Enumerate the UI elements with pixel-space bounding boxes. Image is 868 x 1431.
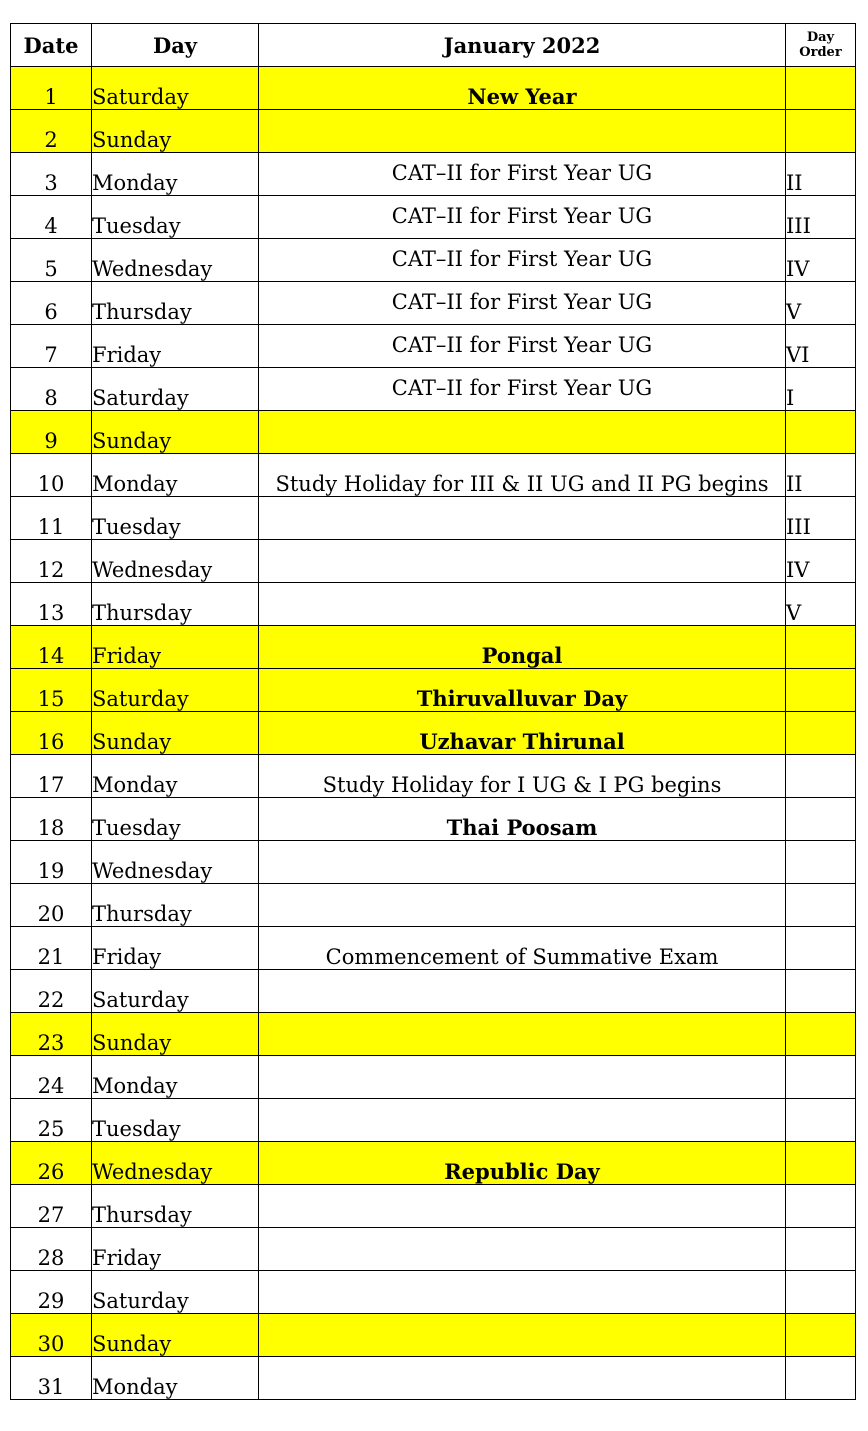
day-order-cell [786, 884, 856, 927]
day-column-header: Day [92, 24, 259, 67]
day-cell: Friday [92, 1228, 259, 1271]
calendar-page [10, 23, 856, 1400]
event-cell [259, 540, 786, 583]
day-cell: Tuesday [92, 497, 259, 540]
day-cell: Monday [92, 1357, 259, 1400]
event-cell [259, 1228, 786, 1271]
date-cell: 15 [11, 669, 92, 712]
date-cell: 13 [11, 583, 92, 626]
date-cell: 31 [11, 1357, 92, 1400]
event-cell: CAT–II for First Year UG [259, 282, 786, 325]
event-cell: Study Holiday for III & II UG and II PG begins [259, 454, 786, 497]
date-cell: 29 [11, 1271, 92, 1314]
date-cell: 14 [11, 626, 92, 669]
calendar-row [11, 325, 856, 368]
event-cell [259, 970, 786, 1013]
calendar-row [11, 927, 856, 970]
date-cell: 24 [11, 1056, 92, 1099]
calendar-row [11, 368, 856, 411]
date-cell: 3 [11, 153, 92, 196]
calendar-row [11, 497, 856, 540]
calendar-row [11, 454, 856, 497]
day-order-cell [786, 755, 856, 798]
calendar-row [11, 669, 856, 712]
date-cell: 22 [11, 970, 92, 1013]
calendar-row [11, 540, 856, 583]
day-cell: Thursday [92, 282, 259, 325]
day-cell: Thursday [92, 884, 259, 927]
event-cell [259, 884, 786, 927]
day-cell: Sunday [92, 1314, 259, 1357]
event-cell: CAT–II for First Year UG [259, 196, 786, 239]
calendar-row [11, 712, 856, 755]
date-cell: 19 [11, 841, 92, 884]
calendar-row [11, 1099, 856, 1142]
day-order-cell: I [786, 368, 856, 411]
date-cell: 16 [11, 712, 92, 755]
day-order-cell [786, 798, 856, 841]
event-cell [259, 110, 786, 153]
event-cell: Thai Poosam [259, 798, 786, 841]
event-cell [259, 1185, 786, 1228]
day-order-cell [786, 927, 856, 970]
day-order-cell [786, 626, 856, 669]
event-cell: New Year [259, 67, 786, 110]
date-cell: 4 [11, 196, 92, 239]
day-cell: Wednesday [92, 239, 259, 282]
day-order-cell: III [786, 497, 856, 540]
day-order-cell [786, 1314, 856, 1357]
day-order-cell [786, 841, 856, 884]
date-cell: 12 [11, 540, 92, 583]
day-order-cell: V [786, 583, 856, 626]
calendar-row [11, 1142, 856, 1185]
date-cell: 30 [11, 1314, 92, 1357]
date-cell: 9 [11, 411, 92, 454]
event-cell [259, 841, 786, 884]
day-order-cell [786, 1185, 856, 1228]
event-cell [259, 1099, 786, 1142]
day-cell: Monday [92, 755, 259, 798]
day-order-cell [786, 411, 856, 454]
day-order-cell [786, 1271, 856, 1314]
day-order-cell [786, 1142, 856, 1185]
day-order-header-line1: Day [806, 30, 835, 45]
day-order-cell [786, 110, 856, 153]
day-order-cell [786, 712, 856, 755]
event-cell: Thiruvalluvar Day [259, 669, 786, 712]
day-order-cell [786, 1357, 856, 1400]
date-cell: 27 [11, 1185, 92, 1228]
event-cell [259, 583, 786, 626]
calendar-row [11, 1013, 856, 1056]
calendar-row [11, 841, 856, 884]
event-cell: Republic Day [259, 1142, 786, 1185]
calendar-row [11, 239, 856, 282]
day-order-cell: IV [786, 540, 856, 583]
date-column-header: Date [11, 24, 92, 67]
date-cell: 23 [11, 1013, 92, 1056]
day-cell: Friday [92, 325, 259, 368]
day-order-cell: II [786, 153, 856, 196]
event-cell [259, 1357, 786, 1400]
event-cell: CAT–II for First Year UG [259, 153, 786, 196]
day-order-cell [786, 1228, 856, 1271]
event-cell [259, 1314, 786, 1357]
day-order-cell: II [786, 454, 856, 497]
day-cell: Saturday [92, 67, 259, 110]
calendar-row [11, 1357, 856, 1400]
day-cell: Wednesday [92, 1142, 259, 1185]
day-order-cell [786, 67, 856, 110]
day-order-header-line2: Order [799, 45, 842, 60]
event-cell [259, 1056, 786, 1099]
day-cell: Saturday [92, 669, 259, 712]
event-cell: Pongal [259, 626, 786, 669]
calendar-row [11, 884, 856, 927]
calendar-body [11, 67, 856, 1400]
date-cell: 28 [11, 1228, 92, 1271]
event-cell [259, 1271, 786, 1314]
calendar-row [11, 755, 856, 798]
date-cell: 5 [11, 239, 92, 282]
day-order-cell [786, 1056, 856, 1099]
calendar-row [11, 282, 856, 325]
day-cell: Tuesday [92, 798, 259, 841]
day-cell: Thursday [92, 1185, 259, 1228]
day-cell: Saturday [92, 1271, 259, 1314]
date-cell: 8 [11, 368, 92, 411]
calendar-table [10, 23, 856, 1400]
day-order-cell [786, 1013, 856, 1056]
day-cell: Monday [92, 153, 259, 196]
calendar-row [11, 67, 856, 110]
event-cell: CAT–II for First Year UG [259, 239, 786, 282]
day-order-cell [786, 669, 856, 712]
date-cell: 11 [11, 497, 92, 540]
event-cell: Study Holiday for I UG & I PG begins [259, 755, 786, 798]
calendar-row [11, 1228, 856, 1271]
calendar-row [11, 583, 856, 626]
calendar-row [11, 411, 856, 454]
day-cell: Sunday [92, 411, 259, 454]
date-cell: 2 [11, 110, 92, 153]
calendar-row [11, 196, 856, 239]
day-cell: Saturday [92, 368, 259, 411]
date-cell: 26 [11, 1142, 92, 1185]
date-cell: 21 [11, 927, 92, 970]
event-cell: CAT–II for First Year UG [259, 325, 786, 368]
day-cell: Monday [92, 454, 259, 497]
date-cell: 20 [11, 884, 92, 927]
day-cell: Tuesday [92, 196, 259, 239]
date-cell: 6 [11, 282, 92, 325]
day-order-cell [786, 1099, 856, 1142]
calendar-row [11, 1271, 856, 1314]
day-cell: Sunday [92, 1013, 259, 1056]
date-cell: 18 [11, 798, 92, 841]
event-cell [259, 497, 786, 540]
day-order-cell: V [786, 282, 856, 325]
day-cell: Sunday [92, 110, 259, 153]
date-cell: 10 [11, 454, 92, 497]
event-cell: CAT–II for First Year UG [259, 368, 786, 411]
day-cell: Thursday [92, 583, 259, 626]
day-cell: Tuesday [92, 1099, 259, 1142]
event-cell [259, 411, 786, 454]
event-cell [259, 1013, 786, 1056]
month-title: January 2022 [259, 24, 786, 67]
table-header [11, 24, 856, 67]
day-order-cell: VI [786, 325, 856, 368]
calendar-row [11, 1056, 856, 1099]
event-cell: Uzhavar Thirunal [259, 712, 786, 755]
date-cell: 1 [11, 67, 92, 110]
calendar-row [11, 970, 856, 1013]
day-cell: Saturday [92, 970, 259, 1013]
event-cell: Commencement of Summative Exam [259, 927, 786, 970]
day-cell: Wednesday [92, 841, 259, 884]
day-cell: Friday [92, 927, 259, 970]
day-cell: Friday [92, 626, 259, 669]
day-cell: Wednesday [92, 540, 259, 583]
day-order-cell: IV [786, 239, 856, 282]
calendar-row [11, 153, 856, 196]
day-cell: Monday [92, 1056, 259, 1099]
day-order-cell: III [786, 196, 856, 239]
day-cell: Sunday [92, 712, 259, 755]
calendar-row [11, 1314, 856, 1357]
day-order-column-header [786, 24, 856, 67]
day-order-cell [786, 970, 856, 1013]
date-cell: 17 [11, 755, 92, 798]
date-cell: 7 [11, 325, 92, 368]
calendar-row [11, 1185, 856, 1228]
calendar-row [11, 626, 856, 669]
date-cell: 25 [11, 1099, 92, 1142]
calendar-row [11, 110, 856, 153]
calendar-row [11, 798, 856, 841]
